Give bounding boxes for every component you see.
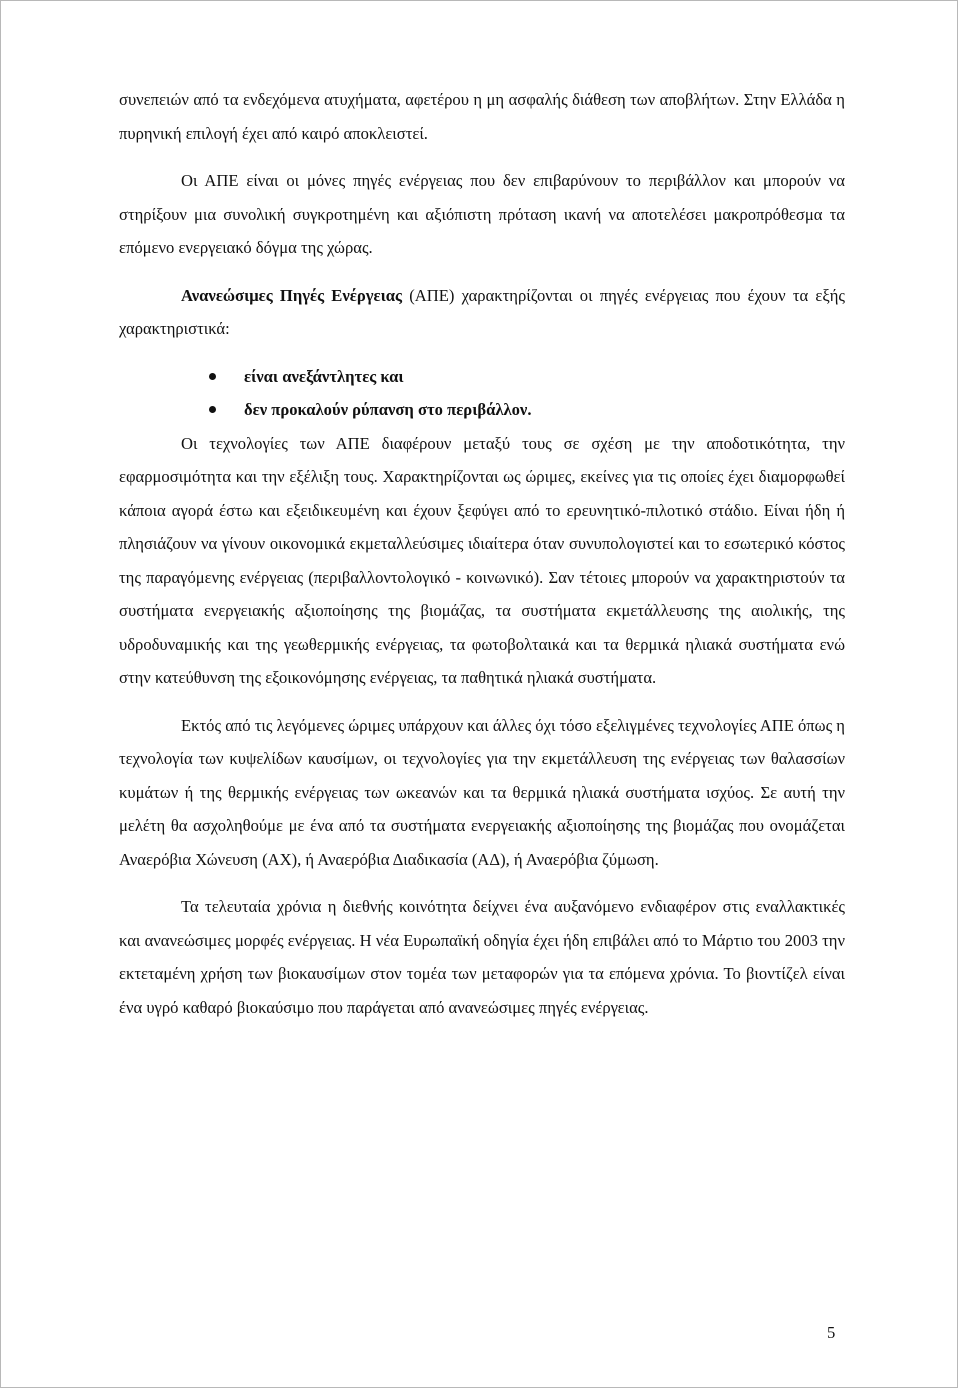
paragraph-biofuels: Τα τελευταία χρόνια η διεθνής κοινότητα δείχνει ένα αυξανόμενο ενδιαφέρον στις εναλλακτικές και ανανεώσιμες μορφές ενέργειας. Η νέα Ευρωπαϊκή οδηγία έχει ήδη επιβάλει από το Μάρτιο του 2003 την εκτεταμένη χρήση των βιοκαυσίμων στον τομέα των μεταφορών για τα επόμενα χρόνια. Το βιοντίζελ είναι ένα υγρό καθαρό βιοκαύσιμο που παράγεται από ανανεώσιμες πηγές ενέργειας. bbox=[119, 897, 845, 1017]
list-item-text: δεν προκαλούν ρύπανση στο περιβάλλον. bbox=[244, 400, 532, 419]
list-item bbox=[119, 393, 845, 427]
paragraph-res-definition bbox=[119, 279, 845, 346]
res-term-bold: Ανανεώσιμες Πηγές Ενέργειας bbox=[181, 285, 403, 305]
list-item-text: είναι ανεξάντλητες και bbox=[244, 366, 404, 386]
paragraph-other-technologies: Εκτός από τις λεγόμενες ώριμες υπάρχουν και άλλες όχι τόσο εξελιγμένες τεχνολογίες ΑΠΕ όπως η τεχνολογία των κυψελίδων καυσίμων, οι τεχνολογίες για την εκμετάλλευση της ενέργειας των θαλασσίων κυμάτων ή της θερμικής ενέργειας των ωκεανών και τα θερμικά ηλιακά συστήματα ισχύος. Σε αυτή την μελέτη θα ασχοληθούμε με ένα από τα συστήματα ενεργειακής αξιοποίησης της βιομάζας που ονομάζεται Αναερόβια Χώνευση (ΑΧ), ή Αναερόβια Διαδικασία (ΑΔ), ή Αναερόβια ζύμωση. bbox=[119, 715, 845, 869]
paragraph-res-overview: Οι ΑΠΕ είναι οι μόνες πηγές ενέργειας που δεν επιβαρύνουν το περιβάλλον και μπορούν να στηρίξουν μια συνολική συγκροτημένη και αξιόπιστη πρόταση ικανή να αποτελέσει μακροπρόθεσμα τα επόμενο ενεργειακό δόγμα της χώρας. bbox=[119, 171, 845, 257]
bullet-icon bbox=[209, 373, 216, 380]
characteristics-list bbox=[119, 360, 845, 427]
bullet-icon bbox=[209, 406, 216, 413]
page-content bbox=[119, 83, 845, 1024]
list-item bbox=[119, 360, 845, 394]
page-number: 5 bbox=[827, 1323, 836, 1342]
paragraph-continuation: συνεπειών από τα ενδεχόμενα ατυχήματα, αφετέρου η μη ασφαλής διάθεση των αποβλήτων. Στην Ελλάδα η πυρηνική επιλογή έχει από καιρό αποκλειστεί. bbox=[119, 90, 845, 143]
paragraph-technologies: Οι τεχνολογίες των ΑΠΕ διαφέρουν μεταξύ τους σε σχέση με την αποδοτικότητα, την εφαρμοσιμότητα και την εξέλιξη τους. Χαρακτηρίζονται ως ώριμες, εκείνες για τις οποίες έχει διαμορφωθεί κάποια αγορά έστω και εξειδικευμένη και έχουν ξεφύγει από το ερευνητικό-πιλοτικό στάδιο. Είναι ήδη ή πλησιάζουν να γίνουν οικονομικά εκμεταλλεύσιμες ιδιαίτερα όταν συνυπολογιστεί και το εσωτερικό κόστος της παραγόμενης ενέργειας (περιβαλλοντολογικό - κοινωνικό). Σαν τέτοιες μπορούν να χαρακτηριστούν τα συστήματα ενεργειακής αξιοποίησης της βιομάζας, τα συστήματα εκμετάλλευσης της αιολικής, της υδροδυναμικής και της γεωθερμικής ενέργειας, τα φωτοβολταικά και τα θερμικά ηλιακά συστήματα ενώ στην κατεύθυνση της εξοικονόμησης ενέργειας, τα παθητικά ηλιακά συστήματα. bbox=[119, 433, 845, 687]
res-definition-text: (ΑΠΕ) χαρακτηρίζονται οι πηγές ενέργειας που έχουν τα εξής χαρακτηριστικά: bbox=[119, 285, 846, 338]
